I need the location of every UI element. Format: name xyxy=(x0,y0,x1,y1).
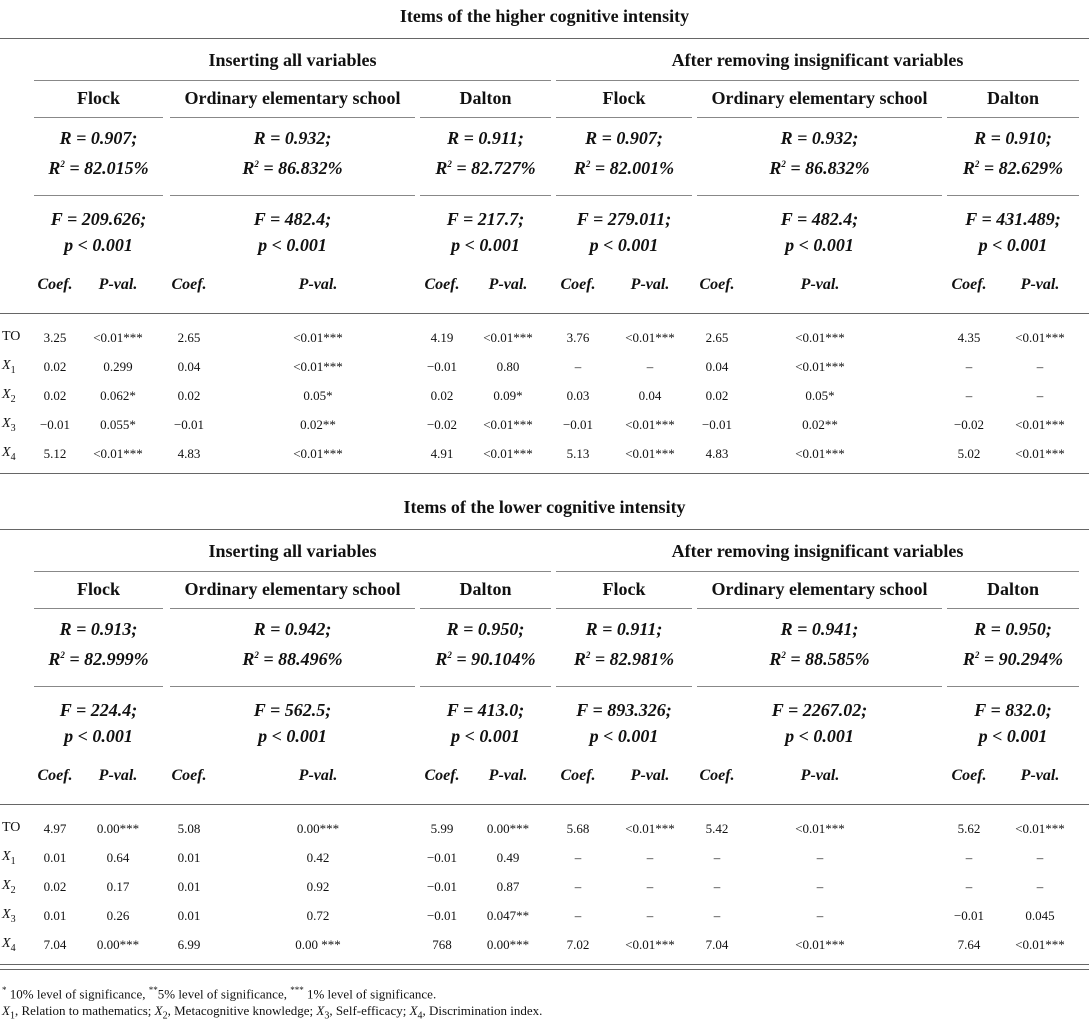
r-rule xyxy=(34,195,163,196)
coef-value: 0.04 xyxy=(705,359,729,374)
coef-value: 3.76 xyxy=(566,330,590,345)
row-label: $X_2$ xyxy=(2,878,16,896)
f-stat: F = 413.0; p < 0.001 xyxy=(446,700,525,746)
f-stat: F = 2267.02; p < 0.001 xyxy=(771,700,868,746)
pval-value: <0.01*** xyxy=(795,446,845,461)
group-rule xyxy=(34,571,551,572)
pval-header: P-val. xyxy=(800,276,840,293)
coef-value: −0.01 xyxy=(953,908,985,923)
pval-value: 0.00*** xyxy=(486,937,530,952)
pval-value: 0.05* xyxy=(805,388,835,403)
pval-header: P-val. xyxy=(298,767,338,784)
r-stat: R = 0.932; $R^2 = 86.832\%$ xyxy=(242,128,343,178)
pval-header: P-val. xyxy=(1020,276,1060,293)
pval-value: 0.26 xyxy=(106,908,130,923)
school-header: Flock xyxy=(77,88,120,108)
coef-value: 0.01 xyxy=(177,908,201,923)
coef-value: −0.01 xyxy=(701,417,733,432)
pval-value: – xyxy=(816,850,824,865)
coef-value: – xyxy=(574,850,582,865)
row-label: $X_2$ xyxy=(2,387,16,405)
pval-value: 0.045 xyxy=(1025,908,1055,923)
coef-value: 5.62 xyxy=(957,821,981,836)
r-stat: R = 0.932; $R^2 = 86.832\%$ xyxy=(769,128,870,178)
coef-value: 4.91 xyxy=(430,446,454,461)
coef-value: 2.65 xyxy=(177,330,201,345)
pval-value: <0.01*** xyxy=(483,417,533,432)
coef-value: 6.99 xyxy=(177,937,201,952)
pval-value: 0.42 xyxy=(306,850,330,865)
coef-value: 0.01 xyxy=(43,908,67,923)
coef-value: 5.08 xyxy=(177,821,201,836)
row-label: $X_3$ xyxy=(2,416,16,434)
pval-value: <0.01*** xyxy=(93,330,143,345)
pval-value: – xyxy=(1036,359,1044,374)
r-rule xyxy=(697,686,942,687)
r-rule xyxy=(420,195,551,196)
coef-header: Coef. xyxy=(951,276,987,293)
row-label: $X_3$ xyxy=(2,907,16,925)
pval-value: <0.01*** xyxy=(795,330,845,345)
school-rule xyxy=(947,117,1079,118)
pval-value: 0.00 *** xyxy=(295,937,341,952)
coef-header: Coef. xyxy=(171,767,207,784)
coef-value: 0.03 xyxy=(566,388,590,403)
pval-value: <0.01*** xyxy=(1015,330,1065,345)
coef-value: 0.02 xyxy=(43,388,67,403)
coef-value: – xyxy=(574,908,582,923)
r-rule xyxy=(556,195,692,196)
coef-value: – xyxy=(713,908,721,923)
coef-value: 4.83 xyxy=(177,446,201,461)
f-stat: F = 832.0; p < 0.001 xyxy=(974,700,1052,746)
coef-value: 7.04 xyxy=(43,937,67,952)
school-header: Dalton xyxy=(986,579,1039,599)
coef-header: Coef. xyxy=(424,276,460,293)
coef-value: −0.01 xyxy=(562,417,594,432)
r-stat: R = 0.907; $R^2 = 82.015\%$ xyxy=(48,128,149,178)
row-label: TO xyxy=(2,820,21,835)
r-rule xyxy=(420,686,551,687)
group-header: Inserting all variables xyxy=(208,541,377,561)
r-stat: R = 0.950; $R^2 = 90.294\%$ xyxy=(962,619,1064,669)
school-rule xyxy=(420,117,551,118)
row-label: TO xyxy=(2,329,21,344)
school-header: Dalton xyxy=(459,88,512,108)
f-stat: F = 893.326; p < 0.001 xyxy=(576,700,672,746)
school-header: Ordinary elementary school xyxy=(711,579,928,599)
coef-value: 0.02 xyxy=(177,388,201,403)
coef-value: 4.83 xyxy=(705,446,729,461)
school-header: Dalton xyxy=(459,579,512,599)
pval-value: – xyxy=(1036,388,1044,403)
coef-header: Coef. xyxy=(699,767,735,784)
pval-value: 0.02** xyxy=(300,417,336,432)
header-bottom-rule xyxy=(0,313,1089,314)
coef-value: −0.01 xyxy=(426,908,458,923)
coef-value: – xyxy=(574,879,582,894)
school-rule xyxy=(697,117,942,118)
pval-value: 0.17 xyxy=(106,879,130,894)
row-label: $X_4$ xyxy=(2,445,16,463)
pval-value: <0.01*** xyxy=(795,821,845,836)
row-label: $X_1$ xyxy=(2,358,16,376)
pval-header: P-val. xyxy=(630,276,670,293)
pval-value: <0.01*** xyxy=(625,446,675,461)
school-rule xyxy=(170,608,415,609)
coef-value: 5.99 xyxy=(430,821,454,836)
coef-value: 5.12 xyxy=(43,446,67,461)
pval-value: <0.01*** xyxy=(1015,446,1065,461)
pval-value: <0.01*** xyxy=(625,937,675,952)
coef-value: 0.01 xyxy=(177,879,201,894)
f-stat: F = 482.4; p < 0.001 xyxy=(780,209,859,255)
r-stat: R = 0.907; $R^2 = 82.001\%$ xyxy=(573,128,675,178)
pval-value: <0.01*** xyxy=(293,359,343,374)
pval-value: 0.87 xyxy=(496,879,520,894)
pval-value: 0.00*** xyxy=(296,821,340,836)
pval-value: 0.72 xyxy=(306,908,330,923)
coef-value: 2.65 xyxy=(705,330,729,345)
school-rule xyxy=(556,608,692,609)
pval-value: – xyxy=(646,879,654,894)
pval-value: 0.062* xyxy=(100,388,136,403)
r-rule xyxy=(947,686,1079,687)
f-stat: F = 431.489; p < 0.001 xyxy=(965,209,1061,255)
coef-value: – xyxy=(574,359,582,374)
group-rule xyxy=(34,80,551,81)
pval-header: P-val. xyxy=(1020,767,1060,784)
coef-value: 0.04 xyxy=(177,359,201,374)
school-rule xyxy=(34,608,163,609)
coef-value: 7.64 xyxy=(957,937,981,952)
pval-value: 0.05* xyxy=(303,388,333,403)
coef-value: −0.01 xyxy=(39,417,71,432)
r-stat: R = 0.942; $R^2 = 88.496\%$ xyxy=(242,619,343,669)
pval-value: 0.49 xyxy=(496,850,520,865)
pval-value: – xyxy=(816,879,824,894)
panel-bottom-rule xyxy=(0,964,1089,965)
coef-value: −0.02 xyxy=(426,417,458,432)
coef-header: Coef. xyxy=(951,767,987,784)
school-rule xyxy=(420,608,551,609)
coef-value: – xyxy=(965,850,973,865)
panel-title: Items of the lower cognitive intensity xyxy=(403,497,686,517)
school-rule xyxy=(34,117,163,118)
pval-header: P-val. xyxy=(298,276,338,293)
pval-header: P-val. xyxy=(98,767,138,784)
pval-value: – xyxy=(1036,879,1044,894)
coef-value: −0.01 xyxy=(173,417,205,432)
pval-value: <0.01*** xyxy=(625,330,675,345)
coef-value: 0.01 xyxy=(43,850,67,865)
pval-value: <0.01*** xyxy=(93,446,143,461)
pval-value: <0.01*** xyxy=(795,359,845,374)
coef-header: Coef. xyxy=(171,276,207,293)
footnote-variables: $X_1$, Relation to mathematics; $X_2$, Metacognitive knowledge; $X_3$, Self-efficacy; $X_4$, Discrimination index. xyxy=(2,1003,543,1022)
r-stat: R = 0.950; $R^2 = 90.104\%$ xyxy=(435,619,536,669)
coef-value: 4.35 xyxy=(957,330,981,345)
coef-value: −0.02 xyxy=(953,417,985,432)
coef-header: Coef. xyxy=(424,767,460,784)
coef-value: 768 xyxy=(432,937,452,952)
school-header: Ordinary elementary school xyxy=(184,579,401,599)
r-rule xyxy=(170,686,415,687)
pval-header: P-val. xyxy=(488,276,528,293)
r-rule xyxy=(697,195,942,196)
coef-value: 4.97 xyxy=(43,821,67,836)
f-stat: F = 224.4; p < 0.001 xyxy=(59,700,138,746)
header-bottom-rule xyxy=(0,804,1089,805)
pval-value: <0.01*** xyxy=(1015,821,1065,836)
pval-value: – xyxy=(1036,850,1044,865)
coef-header: Coef. xyxy=(699,276,735,293)
coef-value: – xyxy=(965,388,973,403)
group-header: After removing insignificant variables xyxy=(671,50,964,70)
coef-value: −0.01 xyxy=(426,879,458,894)
coef-header: Coef. xyxy=(560,276,596,293)
f-stat: F = 209.626; p < 0.001 xyxy=(50,209,147,255)
coef-value: 0.02 xyxy=(430,388,454,403)
school-header: Flock xyxy=(602,579,646,599)
row-label: $X_4$ xyxy=(2,936,16,954)
coef-header: Coef. xyxy=(560,767,596,784)
pval-value: – xyxy=(646,850,654,865)
coef-value: 0.02 xyxy=(43,879,67,894)
f-stat: F = 279.011; p < 0.001 xyxy=(576,209,672,255)
coef-value: 0.01 xyxy=(177,850,201,865)
pval-header: P-val. xyxy=(98,276,138,293)
coef-value: 4.19 xyxy=(430,330,454,345)
r-rule xyxy=(556,686,692,687)
r-stat: R = 0.910; $R^2 = 82.629\%$ xyxy=(962,128,1064,178)
pval-value: <0.01*** xyxy=(293,446,343,461)
f-stat: F = 562.5; p < 0.001 xyxy=(253,700,332,746)
pval-value: – xyxy=(646,908,654,923)
coef-value: 5.13 xyxy=(566,446,590,461)
pval-value: 0.92 xyxy=(306,879,330,894)
school-header: Flock xyxy=(602,88,646,108)
panel-bottom-rule xyxy=(0,473,1089,474)
f-stat: F = 482.4; p < 0.001 xyxy=(253,209,332,255)
pval-value: <0.01*** xyxy=(1015,937,1065,952)
pval-value: 0.00*** xyxy=(96,821,140,836)
f-stat: F = 217.7; p < 0.001 xyxy=(446,209,525,255)
group-rule xyxy=(556,571,1079,572)
r-rule xyxy=(170,195,415,196)
coef-value: – xyxy=(713,879,721,894)
coef-value: – xyxy=(965,359,973,374)
coef-value: 5.68 xyxy=(566,821,590,836)
coef-value: 7.02 xyxy=(566,937,590,952)
coef-value: 3.25 xyxy=(43,330,67,345)
r-stat: R = 0.941; $R^2 = 88.585\%$ xyxy=(769,619,870,669)
pval-value: <0.01*** xyxy=(795,937,845,952)
r-rule xyxy=(947,195,1079,196)
pval-header: P-val. xyxy=(630,767,670,784)
pval-value: 0.02** xyxy=(802,417,838,432)
pval-value: <0.01*** xyxy=(483,330,533,345)
school-rule xyxy=(947,608,1079,609)
coef-value: 7.04 xyxy=(705,937,729,952)
r-rule xyxy=(34,686,163,687)
school-header: Dalton xyxy=(986,88,1039,108)
coef-value: – xyxy=(965,879,973,894)
pval-value: 0.09* xyxy=(493,388,523,403)
coef-header: Coef. xyxy=(37,276,73,293)
school-rule xyxy=(556,117,692,118)
school-header: Ordinary elementary school xyxy=(184,88,401,108)
coef-value: 0.02 xyxy=(705,388,729,403)
panel-title: Items of the higher cognitive intensity xyxy=(399,6,690,26)
table-end-rule xyxy=(0,969,1089,970)
pval-value: <0.01*** xyxy=(625,821,675,836)
r-stat: R = 0.913; $R^2 = 82.999\%$ xyxy=(48,619,149,669)
group-header: After removing insignificant variables xyxy=(671,541,964,561)
r-stat: R = 0.911; $R^2 = 82.727\%$ xyxy=(435,128,536,178)
pval-value: <0.01*** xyxy=(293,330,343,345)
pval-value: – xyxy=(816,908,824,923)
group-rule xyxy=(556,80,1079,81)
pval-value: 0.64 xyxy=(106,850,130,865)
school-rule xyxy=(170,117,415,118)
school-header: Ordinary elementary school xyxy=(711,88,928,108)
pval-value: 0.055* xyxy=(100,417,136,432)
pval-header: P-val. xyxy=(488,767,528,784)
coef-value: 0.02 xyxy=(43,359,67,374)
coef-value: 5.02 xyxy=(957,446,981,461)
school-rule xyxy=(697,608,942,609)
footnote-significance: * 10% level of significance, **5% level of significance, *** 1% level of significance. xyxy=(2,985,437,1002)
panel-top-rule xyxy=(0,529,1089,530)
pval-value: 0.04 xyxy=(638,388,662,403)
r-stat: R = 0.911; $R^2 = 82.981\%$ xyxy=(573,619,675,669)
pval-value: 0.299 xyxy=(103,359,133,374)
school-header: Flock xyxy=(77,579,120,599)
pval-value: 0.00*** xyxy=(96,937,140,952)
pval-value: 0.00*** xyxy=(486,821,530,836)
coef-value: −0.01 xyxy=(426,850,458,865)
coef-value: −0.01 xyxy=(426,359,458,374)
coef-value: – xyxy=(713,850,721,865)
pval-value: 0.80 xyxy=(496,359,520,374)
coef-header: Coef. xyxy=(37,767,73,784)
pval-value: – xyxy=(646,359,654,374)
coef-value: 5.42 xyxy=(705,821,729,836)
row-label: $X_1$ xyxy=(2,849,16,867)
group-header: Inserting all variables xyxy=(208,50,377,70)
pval-value: <0.01*** xyxy=(483,446,533,461)
pval-value: <0.01*** xyxy=(1015,417,1065,432)
pval-value: <0.01*** xyxy=(625,417,675,432)
panel-top-rule xyxy=(0,38,1089,39)
pval-value: 0.047** xyxy=(486,908,530,923)
pval-header: P-val. xyxy=(800,767,840,784)
